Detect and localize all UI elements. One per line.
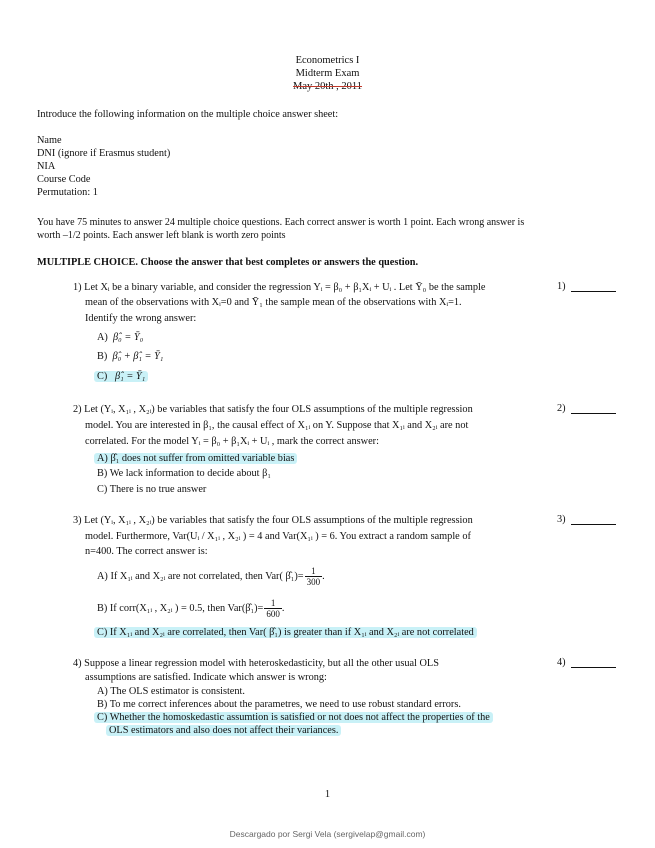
question-4-answer-blank[interactable]	[571, 657, 616, 668]
question-1-line-1: 1) Let Xᵢ be a binary variable, and consider the regression Yᵢ = β₀ + β₁Xᵢ + Uᵢ . Let Ȳ₀ be the sample	[73, 282, 486, 293]
option-text: Whether the homoskedastic assumtion is satisfied or not does not affect the properties of the	[109, 712, 490, 723]
correct-answer-highlight	[94, 712, 493, 723]
course-title: Econometrics I	[295, 55, 360, 66]
field-name: Name	[37, 135, 62, 146]
option-label: C)	[97, 712, 108, 723]
correct-answer-highlight: OLS estimators and also does not affect their variances.	[106, 725, 341, 736]
question-3-option-b[interactable]: B) If corr(X₁ᵢ , X₂ᵢ ) = 0.5, then Var(β̂₁)= $\frac{1}{600}$ .	[97, 598, 285, 619]
question-4-option-c[interactable]	[97, 711, 493, 724]
option-text: The OLS estimator is consistent.	[110, 686, 245, 697]
option-text: β̂₀ + β̂₁ = Ȳ₁	[112, 351, 164, 362]
question-3-line-3: n=400. The correct answer is:	[85, 546, 208, 557]
intro-instruction: Introduce the following information on the multiple choice answer sheet:	[37, 109, 339, 120]
question-4-number: 4)	[557, 657, 566, 668]
question-2-option-b[interactable]	[97, 467, 271, 480]
option-label: A)	[97, 570, 108, 582]
option-text: If X₁ᵢ and X₂ᵢ are correlated, then Var( β̂₁) is greater than if X₁ᵢ and X₂ᵢ are not correlated	[109, 627, 474, 638]
option-label: B)	[97, 468, 108, 479]
section-title: MULTIPLE CHOICE. Choose the answer that best completes or answers the question.	[37, 257, 419, 268]
question-2-line-3: correlated. For the model Yᵢ = β₀ + β₁Xᵢ + Uᵢ , mark the correct answer:	[85, 436, 379, 447]
option-text: If corr(X₁ᵢ , X₂ᵢ ) = 0.5, then Var(β̂₁)=	[109, 602, 264, 614]
rules-line-2: worth –1/2 points. Each answer left blank is worth zero points	[37, 230, 286, 241]
fraction-numerator: 1	[305, 566, 323, 577]
exam-title: Midterm Exam	[295, 68, 360, 79]
option-text: We lack information to decide about β₁	[109, 468, 271, 479]
question-1-line-3: Identify the wrong answer:	[85, 313, 197, 324]
field-course-code: Course Code	[37, 174, 91, 185]
question-2-option-a[interactable]	[97, 452, 297, 465]
fraction-numerator: 1	[264, 598, 282, 609]
question-3-option-c[interactable]	[97, 626, 477, 639]
correct-answer-highlight	[94, 371, 148, 382]
option-label: A)	[97, 686, 108, 697]
download-footer: Descargado por Sergi Vela (sergivelap@gmail.com)	[229, 829, 426, 839]
option-label: C)	[97, 627, 108, 638]
question-3-number: 3)	[557, 514, 566, 525]
question-1-option-b[interactable]	[97, 350, 163, 363]
question-1-number: 1)	[557, 281, 566, 292]
field-dni: DNI (ignore if Erasmus student)	[37, 148, 171, 159]
option-text: There is no true answer	[109, 484, 207, 495]
option-label: A)	[97, 332, 108, 343]
question-1-answer-blank[interactable]	[571, 281, 616, 292]
option-label: B)	[97, 351, 108, 362]
question-1-option-a[interactable]	[97, 331, 143, 344]
option-label: B)	[97, 699, 108, 710]
option-text: To me correct inferences about the parametres, we need to use robust standard errors.	[109, 699, 461, 710]
option-label: A)	[97, 453, 108, 464]
question-3-option-a[interactable]: A) If X₁ᵢ and X₂ᵢ are not correlated, then Var( β̂₁)= $\frac{1}{300}$ .	[97, 566, 325, 587]
question-1-option-c[interactable]	[97, 370, 148, 383]
option-text: β̂₀ = Ȳ₀	[113, 332, 144, 343]
question-3-line-2: model. Furthermore, Var(Uᵢ / X₁ᵢ , X₂ᵢ ) = 4 and Var(X₁ᵢ ) = 6. You extract a random sample of	[85, 531, 471, 542]
question-4-option-c-continued	[109, 724, 341, 737]
question-2-line-1: 2) Let (Yᵢ, X₁ᵢ , X₂ᵢ) be variables that satisfy the four OLS assumptions of the multiple regression	[73, 404, 473, 415]
question-1-line-2: mean of the observations with Xᵢ=0 and Ȳ₁ the sample mean of the observations with Xᵢ=1.	[85, 297, 462, 308]
question-4-line-1: 4) Suppose a linear regression model with heteroskedasticity, but all the other usual OLS	[73, 658, 439, 669]
fraction-denominator: 300	[306, 577, 321, 587]
option-text: If X₁ᵢ and X₂ᵢ are not correlated, then Var( β̂₁)=	[110, 570, 304, 582]
field-nia: NIA	[37, 161, 56, 172]
correct-answer-highlight	[94, 627, 477, 638]
question-2-number: 2)	[557, 403, 566, 414]
question-3-answer-blank[interactable]	[571, 514, 616, 525]
question-3-line-1: 3) Let (Yᵢ, X₁ᵢ , X₂ᵢ) be variables that satisfy the four OLS assumptions of the multiple regression	[73, 515, 473, 526]
option-text: β̂₁ does not suffer from omitted variable bias	[110, 453, 295, 464]
question-4-option-b[interactable]	[97, 698, 461, 711]
correct-answer-highlight	[94, 453, 297, 464]
field-permutation: Permutation: 1	[37, 187, 98, 198]
option-label: C)	[97, 484, 108, 495]
exam-date: May 20th , 2011	[292, 81, 363, 92]
option-label: B)	[97, 602, 108, 614]
question-2-line-2: model. You are interested in β₁, the causal effect of X₁ᵢ on Y. Suppose that X₁ᵢ and X₂ᵢ are not	[85, 420, 469, 431]
question-4-line-2: assumptions are satisfied. Indicate which answer is wrong:	[85, 672, 327, 683]
question-4-option-a[interactable]	[97, 685, 245, 698]
question-2-option-c[interactable]	[97, 483, 206, 496]
option-text: β̂₁ = Ȳ₁	[115, 371, 146, 382]
fraction-denominator: 600	[266, 609, 280, 619]
option-label: C)	[97, 371, 108, 382]
rules-line-1: You have 75 minutes to answer 24 multiple choice questions. Each correct answer is worth 1 point. Each wrong answer is	[37, 217, 525, 228]
page-number: 1	[324, 789, 331, 800]
question-2-answer-blank[interactable]	[571, 403, 616, 414]
